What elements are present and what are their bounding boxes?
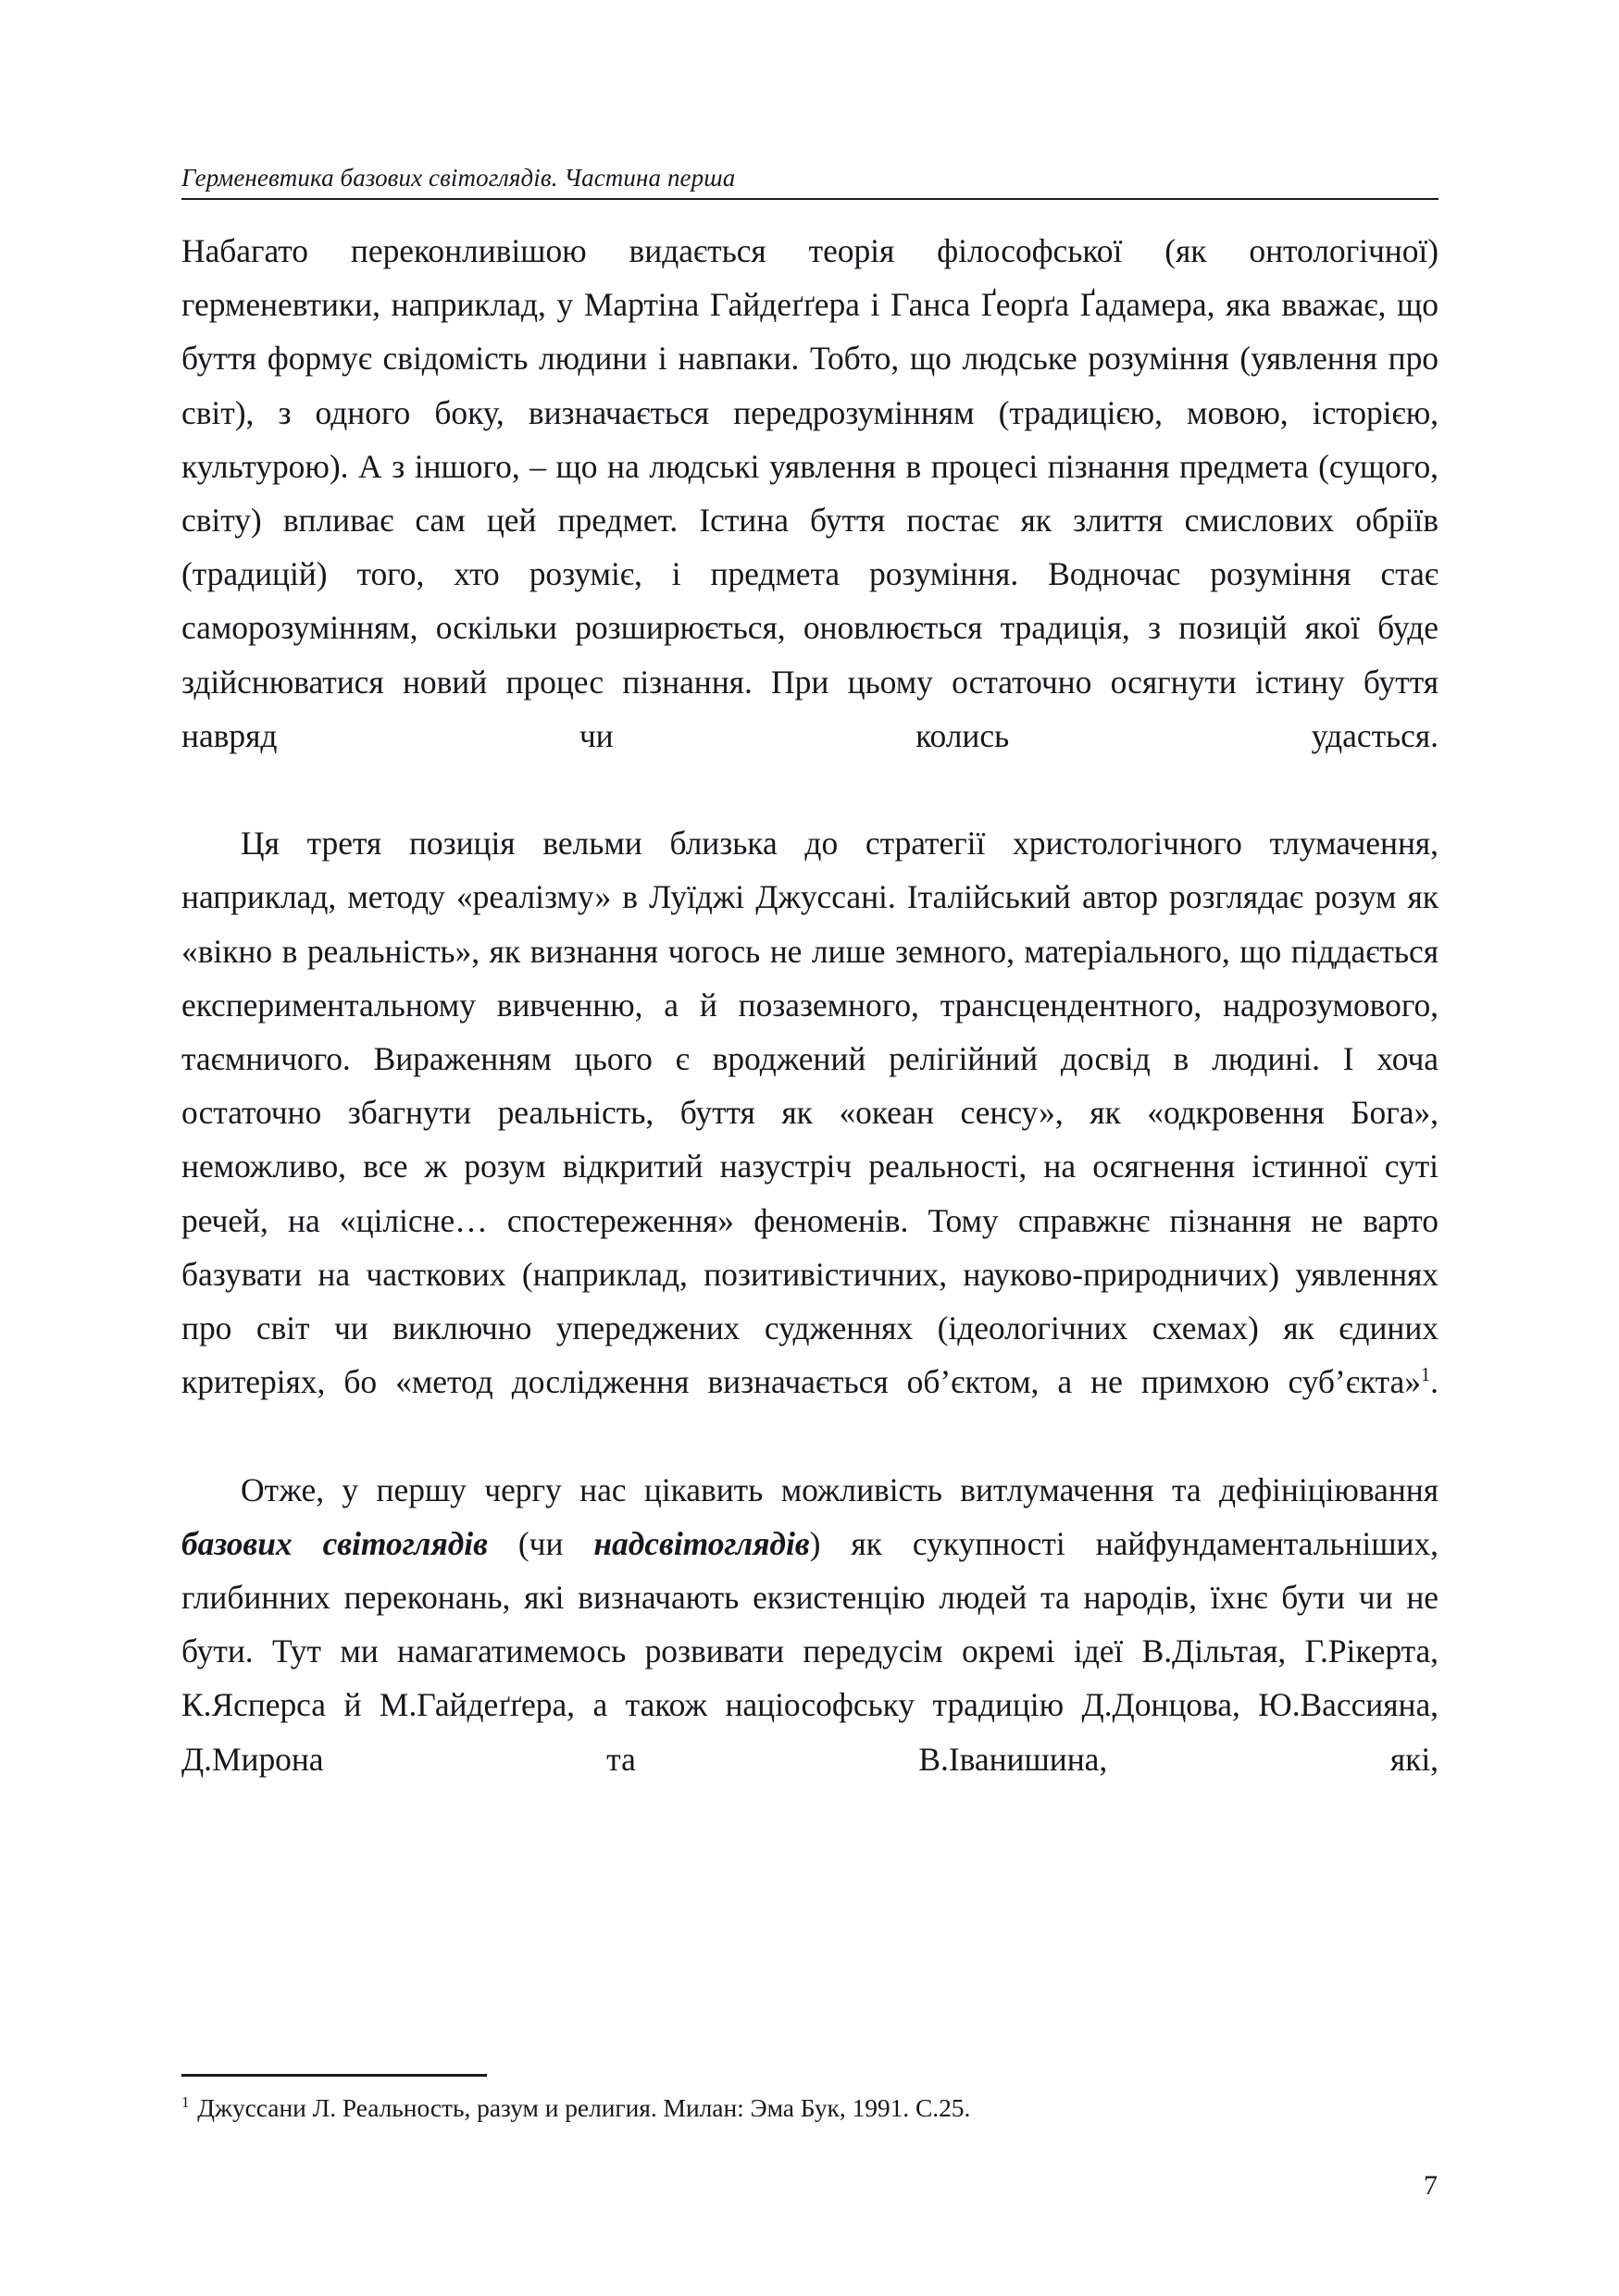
running-header — [181, 165, 1438, 200]
footnote-1 — [181, 2091, 1438, 2125]
footnote-1-marker: 1 — [181, 2092, 190, 2111]
footnote-separator-rule — [181, 2074, 487, 2077]
paragraph-3-text-tail: ) як сукупності найфундаментальніших, глибинних переконань, які визначають екзистенцію людей та народів, їхнє бути чи не бути. Тут ми намагатимемось розвивати передусім окремі ідеї В.Дільтая, Г.Рікерта, К.Ясперса й М.Гайдеґґера, а також націософську традицію Д.Донцова, Ю.Вассияна, Д.Мирона та В.Іванишина, які, — [181, 1524, 1438, 1778]
paragraph-2-text-tail: . — [1430, 1363, 1438, 1401]
paragraph-1 — [181, 224, 1438, 816]
paragraph-3-text-lead: Отже, у першу чергу нас цікавить можливість витлумачення та дефініціювання — [241, 1471, 1438, 1508]
body-text-block — [181, 224, 1438, 1840]
footnote-1-text: Джуссани Л. Реальность, разум и религия. Милан: Эма Бук, 1991. С.25. — [191, 2093, 971, 2122]
paragraph-3-text-between: (чи — [487, 1524, 594, 1562]
running-header-title: Герменевтика базових світоглядів. Частина перша — [181, 164, 736, 192]
footnote-area — [181, 2074, 1438, 2125]
paragraph-2-text: Ця третя позиція вельми близька до стратегії христологічного тлумачення, наприклад, методу «реалізму» в Луїджі Джуссані. Італійський автор розглядає розум як «вікно в реальність», як визнання чогось не лише земного, матеріального, що піддається експериментальному вивченню, а й позаземного, трансцендентного, надрозумового, таємничого. Вираженням цього є вроджений релігійний досвід в людині. І хоча остаточно збагнути реальність, буття як «океан сенсу», як «одкровення Бога», неможливо, все ж розум відкритий назустріч реальності, на осягнення істинної суті речей, на «цілісне… спостереження» феноменів. Тому справжнє пізнання не варто базувати на часткових (наприклад, позитивістичних, науково-природничих) уявленнях про світ чи виключно упереджених судженнях (ідеологічних схемах) як єдиних критеріях, бо «метод дослідження визначається об’єктом, а не примхою суб’єкта» — [181, 825, 1438, 1401]
paragraph-3 — [181, 1463, 1438, 1840]
paragraph-1-text: Набагато переконливішою видається теорія філософської (як онтологічної) герменевтики, наприклад, у Мартіна Гайдеґґера і Ганса Ґеорґа Ґадамера, яка вважає, що буття формує свідомість людини і навпаки. Тобто, що людське розуміння (уявлення про світ), з одного боку, визначається передрозумінням (традицією, мовою, історією, культурою). А з іншого, – що на людські уявлення в процесі пізнання предмета (сущого, світу) впливає сам цей предмет. Істина буття постає як злиття смислових обріїв (традицій) того, хто розуміє, і предмета розуміння. Водночас розуміння стає саморозумінням, оскільки розширюється, оновлюється традиція, з позицій якої буде здійснюватися новий процес пізнання. При цьому остаточно осягнути істину буття навряд чи колись удасться. — [181, 232, 1438, 754]
footnote-reference-1[interactable]: 1 — [1420, 1365, 1431, 1386]
emphasis-bazovyh-svitoglyadiv: базових світоглядів — [181, 1524, 488, 1562]
page-number: 7 — [1424, 2170, 1438, 2201]
emphasis-nadsvitoglyadiv: надсвітоглядів — [593, 1524, 810, 1562]
paragraph-2 — [181, 816, 1438, 1462]
